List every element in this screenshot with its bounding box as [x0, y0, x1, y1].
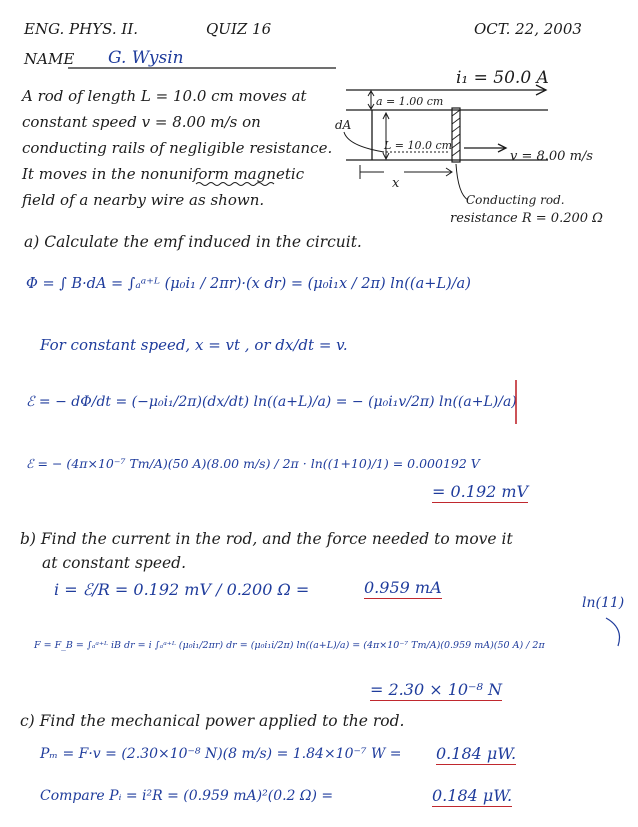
problem-line-4: It moves in the nonuniform magnetic	[22, 165, 305, 183]
emf-answer: = 0.192 mV	[432, 482, 529, 501]
joule-power-answer: 0.184 μW.	[432, 786, 513, 805]
rod-length-label: L = 10.0 cm	[384, 139, 453, 152]
distance-x-label: x	[392, 176, 400, 191]
emf-equation: ℰ = − dΦ/dt = (−μ₀i₁/2π)(dx/dt) ln((a+L)/a) = − (μ₀i₁v/2π) ln((a+L)/a)	[26, 394, 517, 410]
quiz-date: OCT. 22, 2003	[474, 20, 582, 38]
problem-line-1: A rod of length L = 10.0 cm moves at	[22, 87, 307, 105]
current-answer: 0.959 mA	[364, 578, 442, 597]
rod-velocity-label: v = 8.00 m/s	[510, 149, 593, 164]
name-label: NAME	[24, 50, 75, 68]
force-answer: = 2.30 × 10⁻⁸ N	[370, 680, 502, 699]
emf-numeric: ℰ = − (4π×10⁻⁷ Tm/A)(50 A)(8.00 m/s) / 2π · ln((1+10)/1) = 0.000192 V	[26, 456, 480, 471]
rod-label: Conducting rod.	[466, 193, 565, 207]
ln-note-arrow	[606, 618, 620, 646]
ln-eleven-note: ln(11)	[582, 595, 625, 611]
force-equation: F = F_B = ∫ₐᵃ⁺ᴸ iB dr = i ∫ₐᵃ⁺ᴸ (μ₀i₁/2πr) dr = (μ₀i₁i/2π) ln((a+L)/a) = (4π×10⁻⁷ Tm/A)(0.959 mA)(50 A) / 2π	[34, 640, 545, 651]
part-a-question: a) Calculate the emf induced in the circuit.	[24, 233, 362, 251]
rod-resistance-label: resistance R = 0.200 Ω	[450, 211, 603, 226]
mechanical-power-answer: 0.184 μW.	[436, 744, 517, 763]
circuit-diagram	[344, 85, 548, 200]
problem-line-2: constant speed v = 8.00 m/s on	[22, 113, 261, 131]
student-name: G. Wysin	[108, 48, 184, 68]
quiz-number: QUIZ 16	[206, 20, 272, 38]
constant-speed-note: For constant speed, x = vt , or dx/dt = v.	[40, 336, 348, 354]
area-element-label: dA	[335, 118, 352, 132]
problem-line-5: field of a nearby wire as shown.	[22, 191, 265, 209]
course-title: ENG. PHYS. II.	[24, 20, 139, 38]
part-b-question-line-2: at constant speed.	[42, 554, 187, 572]
wire-current-label: i₁ = 50.0 A	[456, 68, 549, 88]
flux-equation: Φ = ∫ B·dA = ∫ₐᵃ⁺ᴸ (μ₀i₁ / 2πr)·(x dr) = (μ₀i₁x / 2π) ln((a+L)/a)	[26, 276, 471, 292]
mechanical-power-equation: Pₘ = F·v = (2.30×10⁻⁸ N)(8 m/s) = 1.84×10⁻⁷ W =	[40, 746, 402, 762]
part-b-question-line-1: b) Find the current in the rod, and the force needed to move it	[20, 530, 513, 548]
joule-power-equation: Compare Pᵢ = i²R = (0.959 mA)²(0.2 Ω) =	[40, 788, 334, 804]
gap-a-label: a = 1.00 cm	[376, 95, 444, 108]
current-equation: i = ℰ/R = 0.192 mV / 0.200 Ω =	[54, 580, 310, 599]
part-c-question: c) Find the mechanical power applied to the rod.	[20, 712, 405, 730]
problem-line-3: conducting rails of negligible resistance.	[22, 139, 333, 157]
wavy-underline	[196, 183, 274, 186]
